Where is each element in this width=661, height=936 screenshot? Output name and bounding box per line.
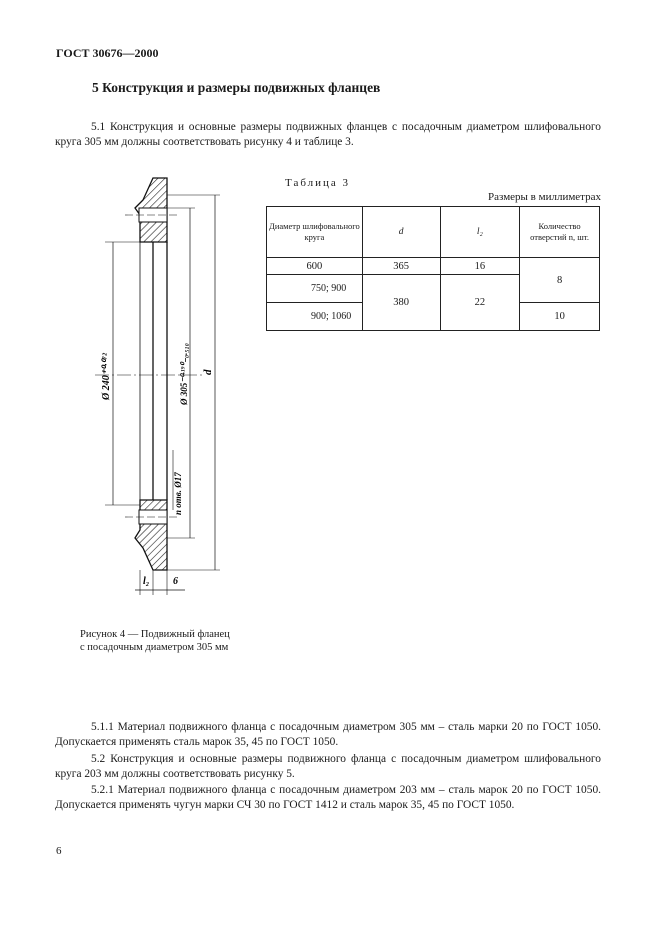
cell-l2-merged: 22 bbox=[440, 275, 520, 331]
paragraph-5-1: 5.1 Конструкция и основные размеры подвижных фланцев с посадочным диаметром шлифовального круга 305 мм должны соответствовать рисунку 4 и таблице 3. bbox=[55, 121, 601, 148]
paragraph-5-2-1: 5.2.1 Материал подвижного фланца с посадочным диаметром 203 мм – сталь марок 20 по ГОСТ 1050. Допускается применять чугун марки СЧ 30 по ГОСТ 1412 и сталь марок 35, 45 по ГОСТ 1050. bbox=[55, 784, 601, 811]
dimensions-table bbox=[266, 206, 600, 331]
figure-caption bbox=[80, 628, 230, 654]
document-header: ГОСТ 30676—2000 bbox=[56, 46, 159, 60]
cell-diameter: 900; 1060 bbox=[267, 303, 363, 331]
cell-l2: 16 bbox=[440, 258, 520, 275]
table-units: Размеры в миллиметрах bbox=[488, 191, 601, 203]
table-row bbox=[267, 258, 600, 275]
table-caption: Таблица 3 bbox=[285, 177, 351, 189]
cell-diameter: 600 bbox=[267, 258, 363, 275]
label-l2: l₂ bbox=[143, 576, 150, 587]
cell-count-10: 10 bbox=[520, 303, 600, 331]
section-title: 5 Конструкция и размеры подвижных фланцев bbox=[92, 80, 381, 95]
label-seat-diameter: Ø 305⁻⁰·¹⁹⁰₋₀.₅₁₀ bbox=[179, 343, 189, 405]
label-d: d bbox=[202, 369, 214, 375]
header-diameter: Диаметр шлифовального круга bbox=[267, 207, 363, 258]
header-l2: l₂ bbox=[440, 207, 520, 258]
figure-caption-line1: Рисунок 4 — Подвижный фланец bbox=[80, 629, 230, 640]
header-d: d bbox=[362, 207, 440, 258]
paragraph-5-1-1: 5.1.1 Материал подвижного фланца с посадочным диаметром 305 мм – сталь марки 20 по ГОСТ 1050. Допускается применять сталь марок 35, 45 по ГОСТ 1050. bbox=[55, 721, 601, 748]
label-holes: n отв. Ø17 bbox=[173, 472, 183, 515]
figure-caption-line2: с посадочным диаметром 305 мм bbox=[80, 642, 229, 653]
label-thickness: 6 bbox=[173, 576, 178, 587]
paragraph-5-2: 5.2 Конструкция и основные размеры подвижного фланца с посадочным диаметром шлифовального круга 203 мм должны соответствовать рисунку 5. bbox=[55, 753, 601, 780]
header-count: Количество отверстий n, шт. bbox=[520, 207, 600, 258]
cell-count-8: 8 bbox=[520, 258, 600, 303]
cell-diameter: 750; 900 bbox=[267, 275, 363, 303]
page-number: 6 bbox=[56, 845, 62, 857]
label-inner-diameter: Ø 240⁺⁰·⁰⁷² bbox=[101, 353, 112, 400]
flange-drawing bbox=[95, 170, 245, 600]
cell-d: 365 bbox=[362, 258, 440, 275]
cell-d-merged: 380 bbox=[362, 275, 440, 331]
table-header-row bbox=[267, 207, 600, 258]
